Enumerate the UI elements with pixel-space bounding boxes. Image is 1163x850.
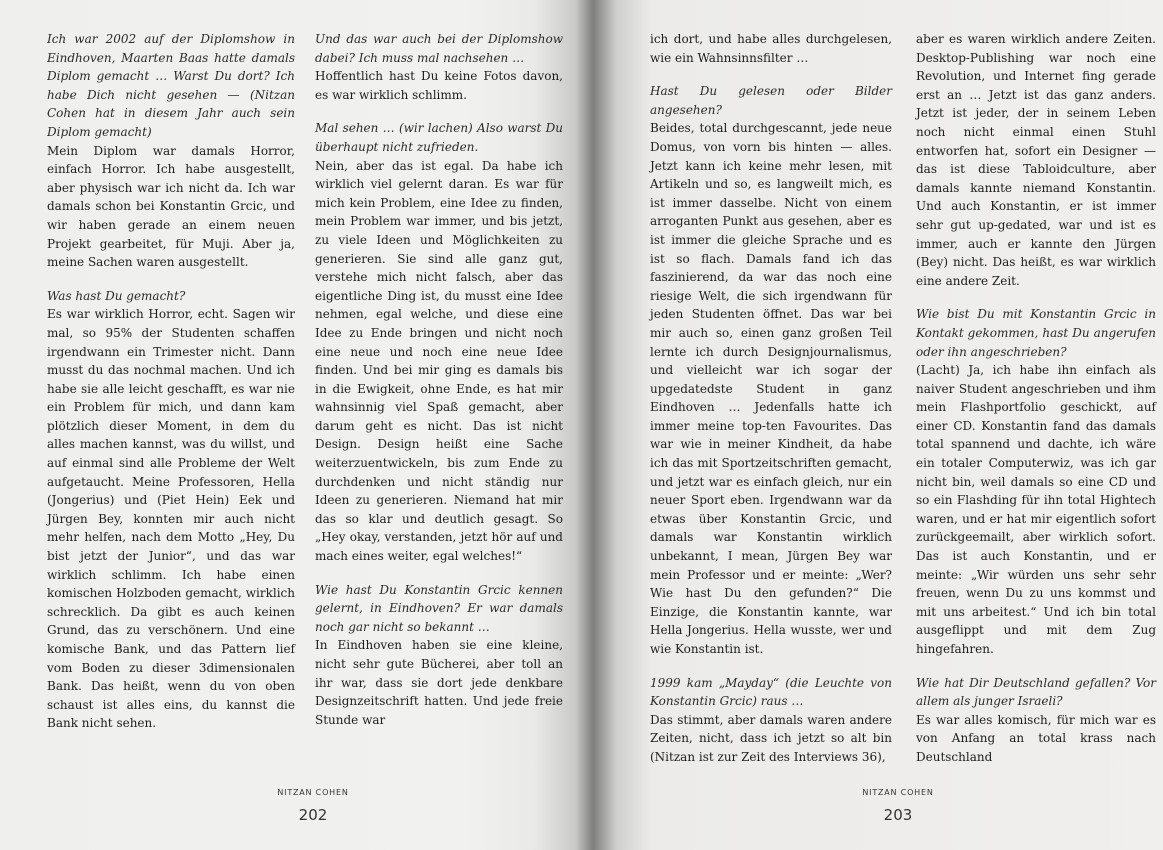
- interview-question: Und das war auch bei der Diplomshow dabei? Ich muss mal nachsehen …: [315, 32, 563, 65]
- left-column-1: [47, 30, 295, 733]
- interview-answer: Mein Diplom war damals Horror, einfach Horror. Ich habe ausgestellt, aber physisch war ich nicht da. Ich war damals schon bei Konstantin Grcic, und wir haben gerade an einem neuen Projekt gearbeitet, für Muji. Aber ja, meine Sachen waren ausgestellt.: [47, 143, 295, 270]
- right-column-2: [916, 30, 1156, 767]
- right-column-1: [650, 30, 892, 767]
- interview-question: Wie hat Dir Deutschland gefallen? Vor allem als junger Israeli?: [916, 675, 1156, 709]
- interview-answer: aber es waren wirklich andere Zeiten. Desktop-Publishing war noch eine Revolution, und Internet fing gerade erst an … Jetzt ist das ganz anders. Jetzt ist jeder, der in seinem Leben noch nicht einmal einen Stuhl entworfen hat, sofort ein Designer — das ist diese Tabloidculture, aber damals kannte niemand Konstantin. Und auch Konstantin, er ist immer sehr gut up-gedated, war und ist es immer, auch er kannte den Jürgen (Bey) nicht. Das heißt, es war wirklich eine andere Zeit.: [916, 32, 1156, 288]
- interview-question: Hast Du gelesen oder Bilder angesehen?: [650, 84, 892, 117]
- left-page-number: 202: [298, 806, 328, 824]
- right-page: [600, 0, 1163, 850]
- interview-answer: Nein, aber das ist egal. Da habe ich wirklich viel gelernt daran. Es war für mich kein Problem, eine Idee zu finden, mein Problem war immer, und bis jetzt, zu viele Ideen und Möglichkeiten zu generieren. Sie sind alle ganz gut, verstehe mich nicht falsch, aber das eigentliche Ding ist, du musst eine Idee nehmen, egal welche, und diese eine Idee zu Ende bringen und nicht noch eine neue und noch eine neue Idee finden. Und bei mir ging es damals bis in die Ewigkeit, ohne Ende, es hat mir wahnsinnig viel Spaß gemacht, aber darum geht es nicht. Das ist nicht Design. Design heißt eine Sache weiterzuentwickeln, bis zum Ende zu durchdenken und nicht ständig nur Ideen zu generieren. Niemand hat mir das so klar und deutlich gesagt. So „Hey okay, verstanden, jetzt hör auf und mach eines weiter, egal welches!“: [315, 158, 563, 564]
- interview-question: Ich war 2002 auf der Diplomshow in Eindhoven, Maarten Baas hatte damals Diplom gemacht … Warst Du dort? Ich habe Dich nicht gesehen — (Nitzan Cohen hat in diesem Jahr auch sein Diplom gemacht): [47, 32, 295, 139]
- interview-answer: Hoffentlich hast Du keine Fotos davon, es war wirklich schlimm.: [315, 69, 563, 102]
- interview-answer: In Eindhoven haben sie eine kleine, nicht sehr gute Bücherei, aber toll an ihr war, dass sie dort jede denkbare Designzeitschrift hatten. Und jede freie Stunde war: [315, 638, 563, 727]
- interview-answer: Das stimmt, aber damals waren andere Zeiten, nicht, dass ich jetzt so alt bin (Nitzan ist zur Zeit des Interviews 36),: [650, 712, 892, 764]
- interview-question: Wie hast Du Konstantin Grcic kennen gelernt, in Eindhoven? Er war damals noch gar nicht so bekannt …: [315, 582, 563, 634]
- interview-question: Mal sehen … (wir lachen) Also warst Du überhaupt nicht zufrieden.: [315, 121, 563, 154]
- interview-question: Was hast Du gemacht?: [47, 288, 186, 303]
- left-footer-author: NITZAN COHEN: [277, 788, 349, 797]
- interview-question: 1999 kam „Mayday“ (die Leuchte von Konstantin Grcic) raus …: [650, 675, 892, 709]
- interview-answer: Es war wirklich Horror, echt. Sagen wir mal, so 95% der Studenten schaffen irgendwann ein Trimester nicht. Dann musst du das nochmal machen. Und ich habe sie alle leicht geschafft, es war nie ein Problem für mich, und dann kam plötzlich dieser Moment, in dem du alles machen kannst, was du willst, und auf einmal sind alle Probleme der Welt aufgetaucht. Meine Professoren, Hella (Jongerius) und (Piet Hein) Eek und Jürgen Bey, konnten mir auch nicht mehr helfen, nach dem Motto „Hey, Du bist jetzt der Junior“, und das war wirklich schlimm. Ich habe einen komischen Holzboden gemacht, wirklich schrecklich. Da gibt es auch keinen Grund, das zu verschönern. Und eine komische Bank, und das Pattern lief vom Boden zu dieser 3dimensionalen Bank. Das heißt, wenn du von oben schaust ist alles eins, du kannst die Bank nicht sehen.: [47, 307, 295, 731]
- interview-answer: Es war alles komisch, für mich war es von Anfang an total krass nach Deutschland: [916, 712, 1156, 764]
- right-footer-author: NITZAN COHEN: [862, 788, 934, 797]
- interview-answer: ich dort, und habe alles durchgelesen, wie ein Wahnsinnsfilter …: [650, 32, 892, 65]
- interview-answer: (Lacht) Ja, ich habe ihn einfach als naiver Student angeschrieben und ihm mein Flashportfolio geschickt, auf einer CD. Konstantin fand das damals total spannend und dachte, ich wäre ein totaler Computerwiz, was ich gar nicht bin, weil damals so eine CD und so ein Flashding für ihn total Hightech waren, und er hat mir eigentlich sofort zurückgeemailt, aber wirklich sofort. Das ist auch Konstantin, und er meinte: „Wir würden uns sehr sehr freuen, wenn Du zu uns kommst und mit uns arbeitest.“ Und ich bin total ausgeflippt und mit dem Zug hingefahren.: [916, 363, 1156, 656]
- interview-answer: Beides, total durchgescannt, jede neue Domus, von vorn bis hinten — alles. Jetzt kann ich keine mehr lesen, mit Artikeln und so, es langweilt mich, es ist immer dasselbe. Nicht von einem arroganten Punkt aus gesehen, aber es ist immer die gleiche Sprache und es ist so flach. Damals fand ich das faszinierend, da war das noch eine riesige Welt, die sich irgendwann für jeden Studenten öffnet. Das war bei mir auch so, einen ganz großen Teil lernte ich durch Designjournalismus, und vielleicht war ich sogar der upgedatedste Student in ganz Eindhoven … Jedenfalls hatte ich immer meine top-ten Favourites. Das war wie in meiner Kindheit, da habe ich das mit Sportzeitschriften gemacht, und jetzt war es einfach gleich, nur ein neuer Sport eben. Irgendwann war da etwas über Konstantin Grcic, und damals war Konstantin wirklich unbekannt, I mean, Jürgen Bey war mein Professor und er meinte: „Wer? Wie hast Du den gefunden?“ Die Einzige, die Konstantin kannte, war Hella Jongerius. Hella wusste, wer und wie Konstantin ist.: [650, 121, 892, 656]
- interview-question: Wie bist Du mit Konstantin Grcic in Kontakt gekommen, hast Du angerufen oder ihn angeschrieben?: [916, 307, 1156, 359]
- right-page-number: 203: [883, 806, 913, 824]
- left-column-2: [315, 30, 563, 729]
